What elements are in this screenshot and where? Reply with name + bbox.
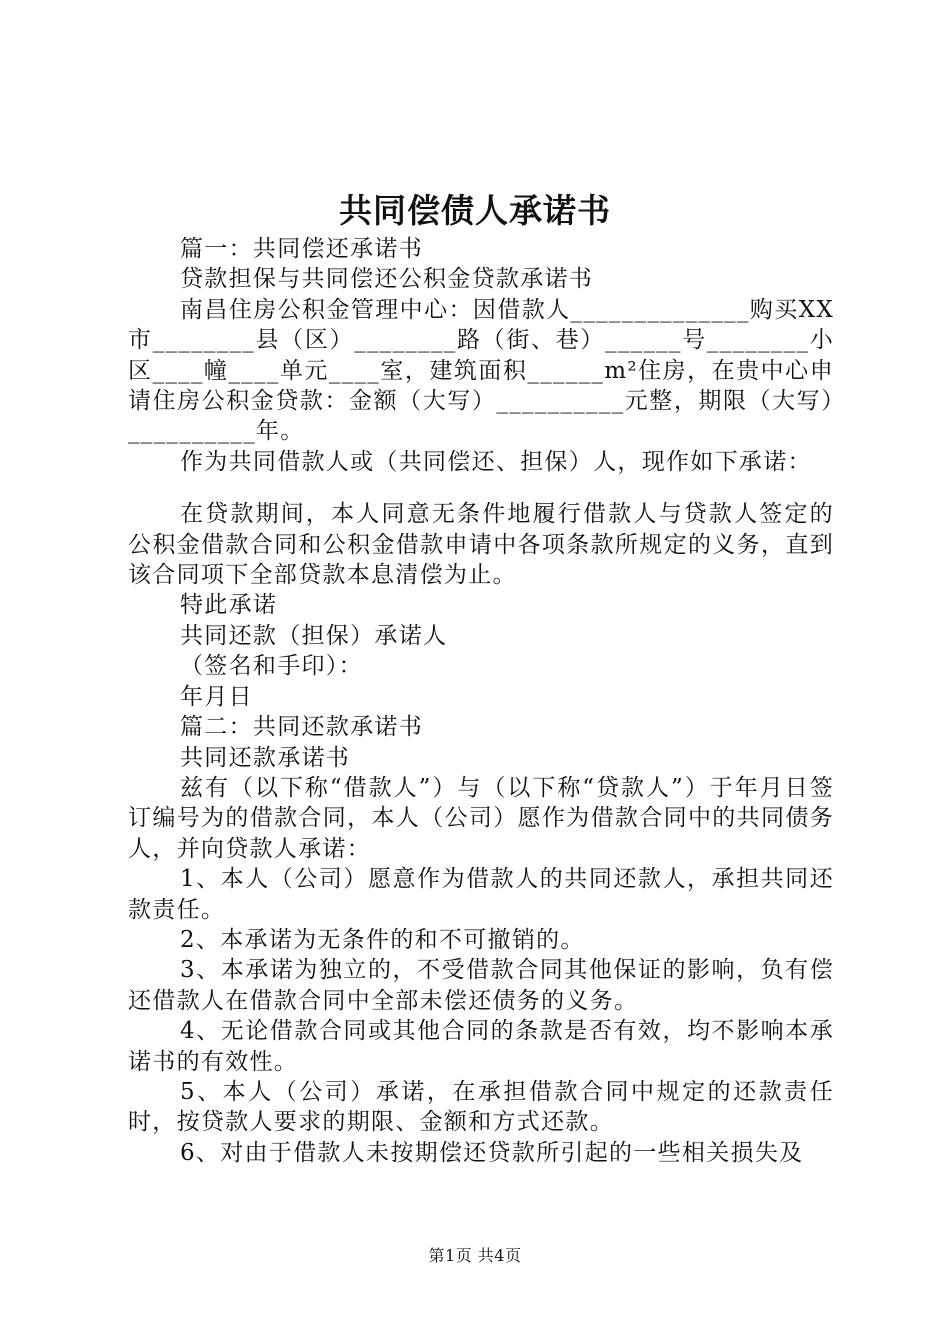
signature-label: （签名和手印）： [180,653,363,680]
clause-6: 6、对由于借款人未按期偿还贷款所引起的一些相关损失及 [180,1139,804,1166]
paragraph-contract-intro: 兹有（以下称“借款人”）与（以下称“贷款人”）于年月日签订编号为的借款合同，本人（公司）愿作为借款合同中的共同债务人，并向贷款人承诺： [128,774,834,862]
form-title-2: 共同还款承诺书 [180,744,351,771]
clause-1: 1、本人（公司）愿意作为借款人的共同还款人，承担共同还款责任。 [128,866,834,923]
signatory-label: 共同还款（担保）承诺人 [180,622,448,649]
section-heading-1: 篇一：共同偿还承诺书 [180,236,423,262]
page-footer: 第1页 共4页 [428,1246,522,1265]
closing-statement: 特此承诺 [180,592,278,619]
paragraph-promise-intro: 作为共同借款人或（共同偿还、担保）人，现作如下承诺： [180,448,812,475]
document-body [128,234,834,1168]
clause-4: 4、无论借款合同或其他合同的条款是否有效，均不影响本承诺书的有效性。 [128,1018,834,1075]
paragraph-obligation: 在贷款期间，本人同意无条件地履行借款人与贷款人签定的公积金借款合同和公积金借款申请中各项条款所规定的义务，直到该合同项下全部贷款本息清偿为止。 [128,501,834,589]
document-title: 共同偿债人承诺书 [339,191,611,230]
clause-2: 2、本承诺为无条件的和不可撤销的。 [180,926,585,953]
clause-3: 3、本承诺为独立的，不受借款合同其他保证的影响，负有偿还借款人在借款合同中全部未偿还债务的义务。 [128,957,834,1014]
paragraph-loan-details: 南昌住房公积金管理中心：因借款人______________购买XX市________县（区）________路（街、巷）______号________小区____幢____单元____室，建筑面积______m²住房，在贵中心申请住房公积金贷款：金额（大写）__________元整，期限（大写）__________年。 [128,296,834,445]
date-label: 年月日 [180,683,253,710]
paragraph-spacer [128,477,834,499]
section-heading-2: 篇二：共同还款承诺书 [180,714,423,741]
form-title-1: 贷款担保与共同偿还公积金贷款承诺书 [180,266,594,293]
clause-5: 5、本人（公司）承诺，在承担借款合同中规定的还款责任时，按贷款人要求的期限、金额和方式还款。 [128,1078,834,1136]
